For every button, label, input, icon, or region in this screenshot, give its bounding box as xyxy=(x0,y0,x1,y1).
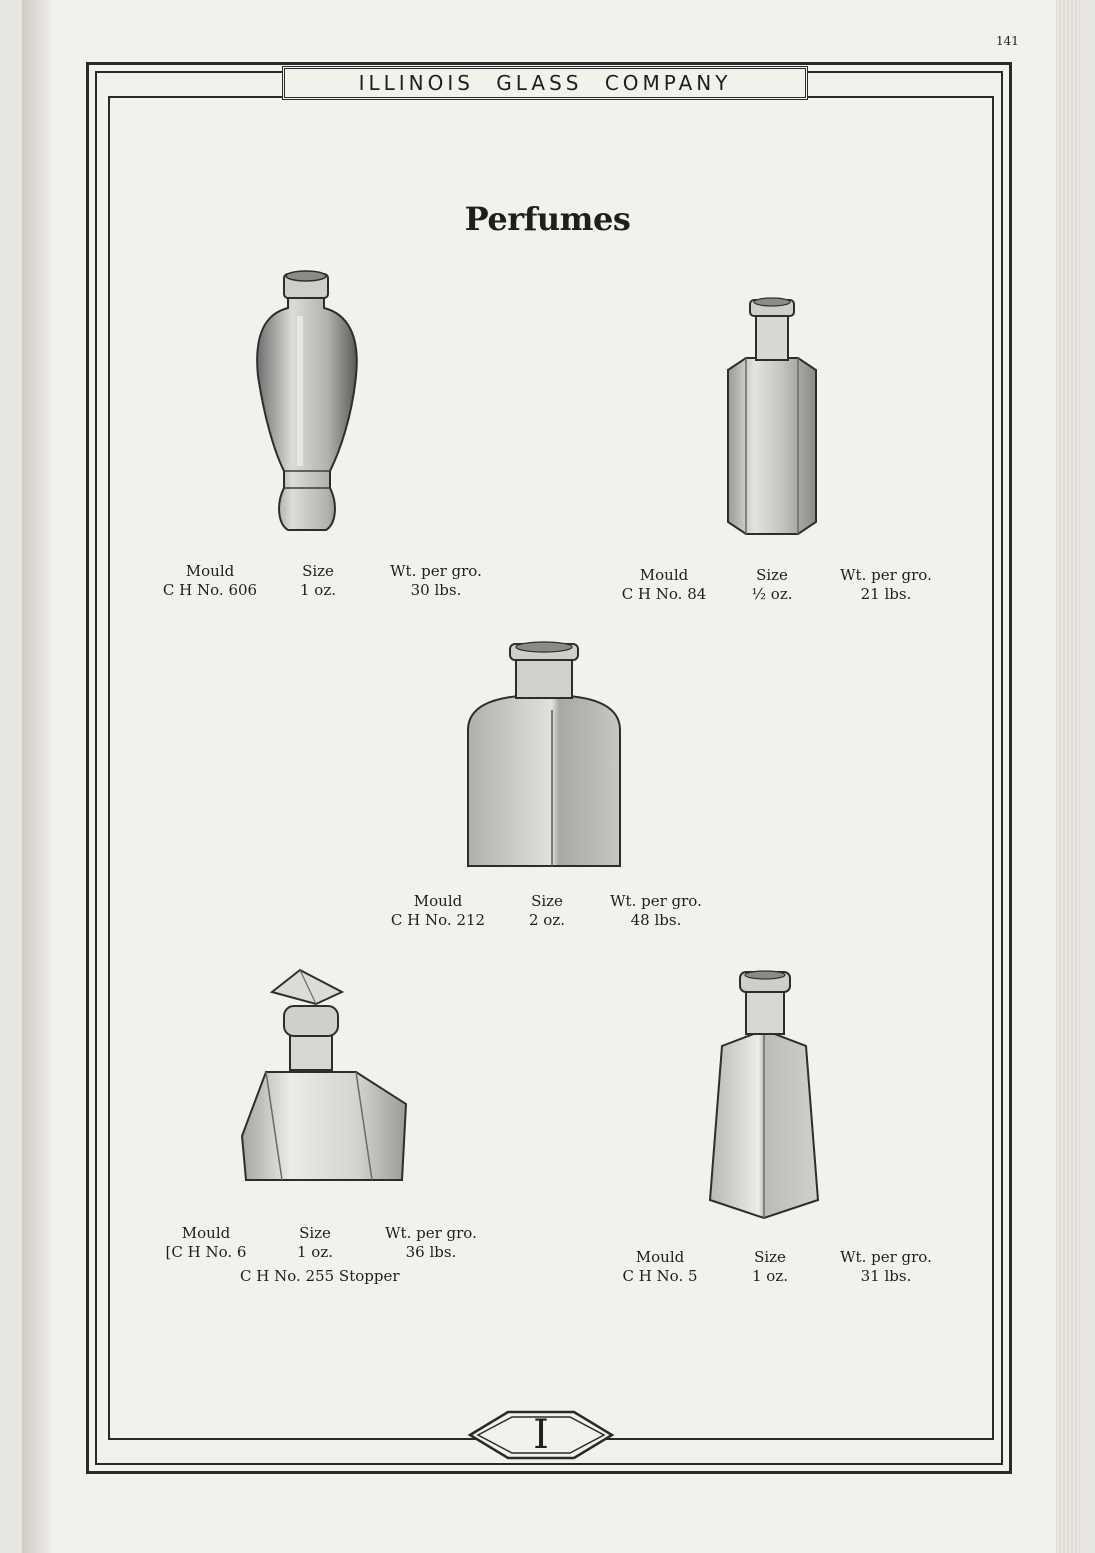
page-title: Perfumes xyxy=(464,200,631,238)
size-column xyxy=(278,562,358,600)
size-label: Size xyxy=(754,1248,786,1266)
size-column xyxy=(276,1224,354,1262)
weight-column xyxy=(374,562,498,600)
weight-value: 31 lbs. xyxy=(860,1267,912,1285)
emblem-letter: I xyxy=(533,1412,549,1458)
mould-number: C H No. 606 xyxy=(162,581,258,599)
stopper-note: C H No. 255 Stopper xyxy=(240,1267,400,1285)
bottle-illustration-84 xyxy=(712,296,832,540)
size-label: Size xyxy=(756,566,788,584)
mould-label: Mould xyxy=(635,1248,685,1266)
weight-value: 36 lbs. xyxy=(405,1243,457,1261)
mould-column xyxy=(150,562,270,600)
company-header xyxy=(282,66,808,100)
mould-column xyxy=(602,1248,718,1286)
mould-label: Mould xyxy=(181,1224,231,1242)
weight-column xyxy=(824,1248,948,1286)
size-label: Size xyxy=(531,892,563,910)
bottle-illustration-212 xyxy=(464,640,624,874)
size-label: Size xyxy=(302,562,334,580)
mould-label: Mould xyxy=(185,562,235,580)
mould-number: C H No. 84 xyxy=(621,585,707,603)
size-value: 1 oz. xyxy=(751,1267,788,1285)
mould-column xyxy=(376,892,500,930)
weight-column xyxy=(824,566,948,604)
mould-column xyxy=(146,1224,266,1262)
mould-column xyxy=(604,566,724,604)
mould-label: Mould xyxy=(413,892,463,910)
size-label: Size xyxy=(299,1224,331,1242)
size-value: ½ oz. xyxy=(751,585,793,603)
bottle-illustration-5 xyxy=(702,968,826,1224)
mould-number: [C H No. 6 xyxy=(165,1243,247,1261)
weight-label: Wt. per gro. xyxy=(610,892,702,910)
weight-column xyxy=(594,892,718,930)
weight-label: Wt. per gro. xyxy=(840,566,932,584)
size-column xyxy=(732,566,812,604)
diamond-emblem xyxy=(466,1410,616,1464)
weight-value: 21 lbs. xyxy=(860,585,912,603)
page-number: 141 xyxy=(996,34,1019,48)
mould-number: C H No. 212 xyxy=(390,911,486,929)
weight-value: 48 lbs. xyxy=(630,911,682,929)
mould-number: C H No. 5 xyxy=(622,1267,698,1285)
weight-label: Wt. per gro. xyxy=(840,1248,932,1266)
company-name: ILLINOIS GLASS COMPANY xyxy=(358,71,732,95)
weight-label: Wt. per gro. xyxy=(385,1224,477,1242)
size-value: 1 oz. xyxy=(296,1243,333,1261)
bottle-illustration-6 xyxy=(236,964,416,1196)
weight-value: 30 lbs. xyxy=(410,581,462,599)
size-value: 2 oz. xyxy=(528,911,565,929)
weight-column xyxy=(370,1224,492,1262)
mould-label: Mould xyxy=(639,566,689,584)
size-column xyxy=(510,892,584,930)
size-column xyxy=(730,1248,810,1286)
weight-label: Wt. per gro. xyxy=(390,562,482,580)
bottle-illustration-606 xyxy=(244,266,364,536)
size-value: 1 oz. xyxy=(299,581,336,599)
